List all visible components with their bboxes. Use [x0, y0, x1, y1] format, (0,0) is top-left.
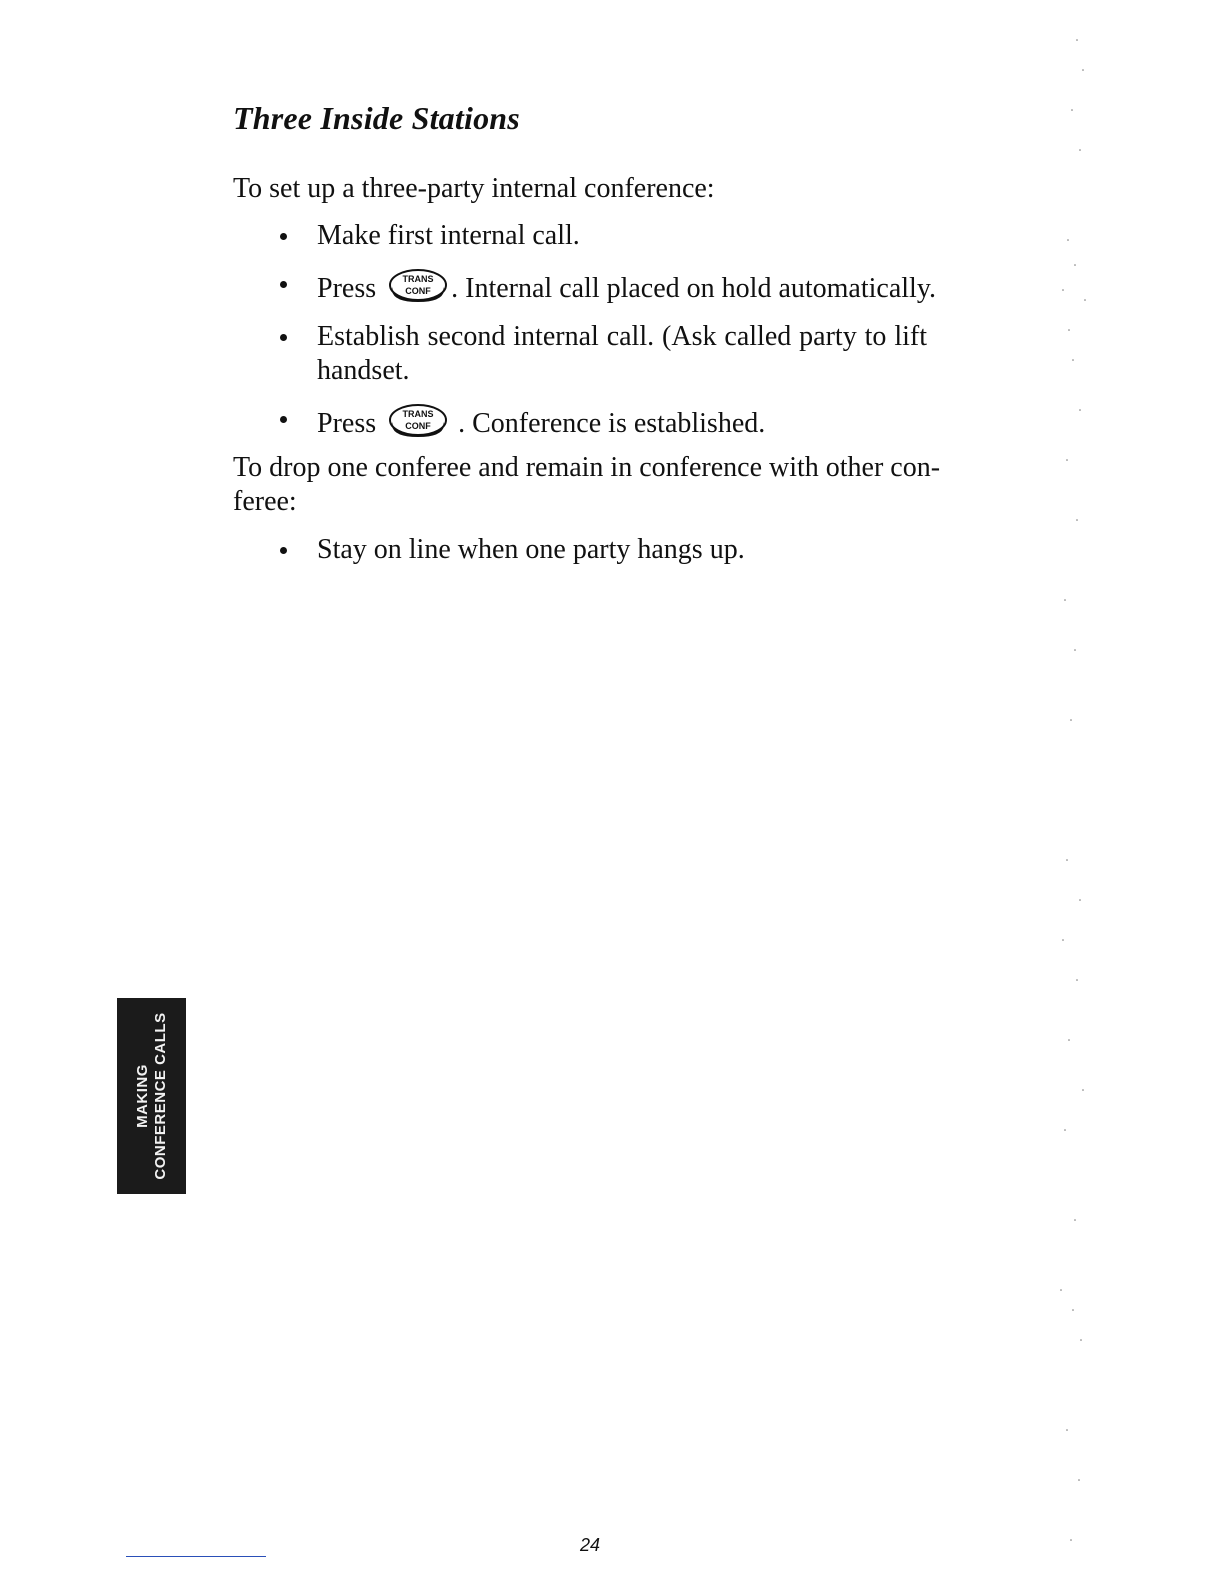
- step-text: Establish second internal call. (Ask called party to lift handset.: [317, 321, 927, 386]
- key-label-top: TRANS: [402, 409, 434, 419]
- step-text: Make first internal call.: [317, 220, 580, 251]
- step-text-before: Press: [317, 408, 377, 439]
- bullet-icon: [280, 281, 287, 288]
- scan-edge-speckle: [1025, 0, 1105, 1585]
- list-item: [280, 320, 927, 388]
- step-text-before: Press: [317, 273, 377, 304]
- key-label-top: TRANS: [402, 274, 434, 284]
- list-item: [280, 267, 970, 306]
- setup-steps-list: [280, 219, 970, 455]
- bullet-icon: [280, 416, 287, 423]
- side-tab-line1: MAKING: [133, 1064, 151, 1128]
- list-item: [280, 533, 970, 567]
- list-item: [280, 402, 970, 441]
- step-text-after: . Internal call placed on hold automatically.: [451, 273, 937, 304]
- key-label-bottom: CONF: [405, 421, 431, 431]
- side-tab-label: [134, 1012, 170, 1179]
- list-item: [280, 219, 970, 253]
- section-side-tab: [117, 998, 186, 1194]
- intro-paragraph: To set up a three-party internal conference:: [233, 173, 715, 204]
- step-text-after: . Conference is established.: [451, 408, 766, 439]
- step-text: Stay on line when one party hangs up.: [317, 534, 745, 565]
- section-heading: Three Inside Stations: [233, 100, 520, 136]
- side-tab-line2: CONFERENCE CALLS: [151, 1012, 169, 1180]
- bullet-icon: [280, 334, 287, 341]
- drop-conferee-paragraph: To drop one conferee and remain in conference with other con-feree:: [233, 452, 941, 517]
- key-label-bottom: CONF: [405, 286, 431, 296]
- footer-rule: [126, 1556, 266, 1557]
- drop-steps-list: [280, 533, 970, 581]
- bullet-icon: [280, 233, 287, 240]
- trans-conf-key-icon: [386, 402, 450, 438]
- trans-conf-key-icon: [386, 267, 450, 303]
- bullet-icon: [280, 547, 287, 554]
- page-number: 24: [580, 1535, 601, 1555]
